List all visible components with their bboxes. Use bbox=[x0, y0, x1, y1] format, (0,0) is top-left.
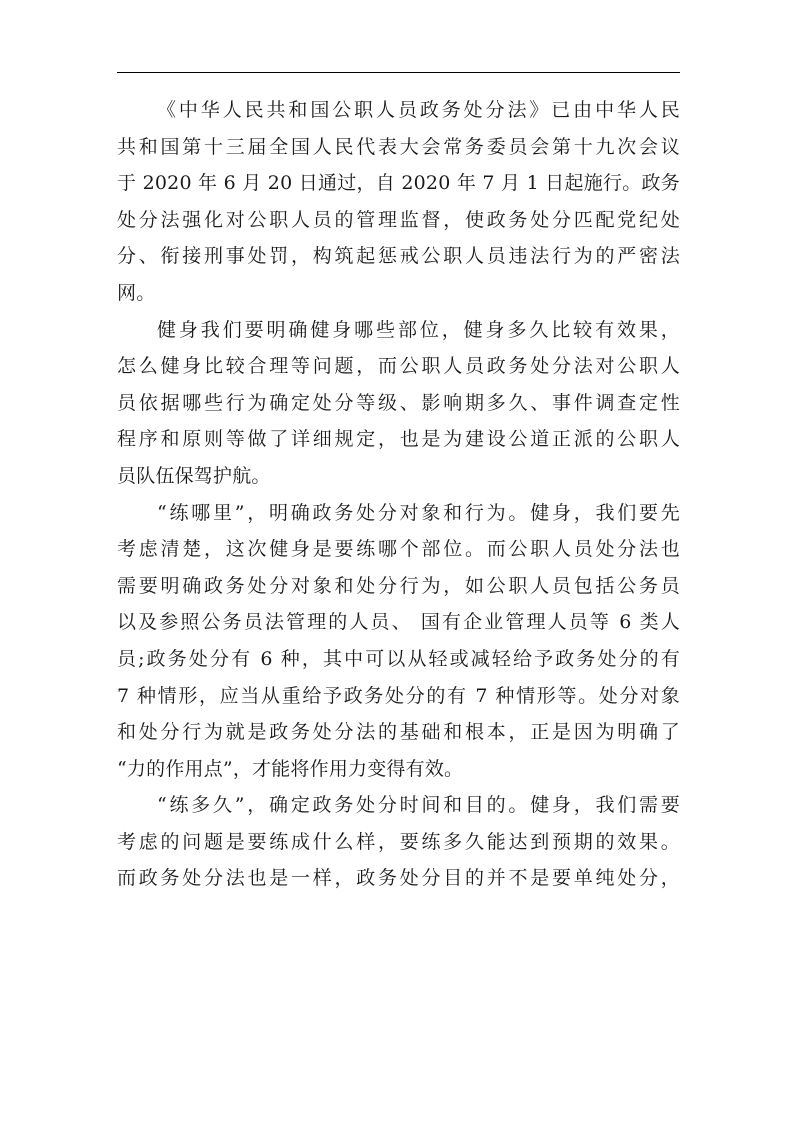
header-rule bbox=[117, 72, 680, 73]
text-line: “练多久”，确定政务处分时间和目的。健身，我们需要 bbox=[157, 794, 680, 817]
text-line: “练哪里”，明确政务处分对象和行为。健身，我们要先 bbox=[157, 501, 680, 524]
text-line: 7 种情形，应当从重给予政务处分的有 7 种情形等。处分对象 bbox=[117, 684, 680, 707]
text-line: 而政务处分法也是一样，政务处分目的并不是要单纯处分， bbox=[117, 867, 680, 890]
text-line: 需要明确政务处分对象和处分行为，如公职人员包括公务员 bbox=[117, 574, 680, 597]
text-line: 员队伍保驾护航。 bbox=[117, 464, 271, 487]
body-text bbox=[117, 92, 680, 897]
text-line: 健身我们要明确健身哪些部位，健身多久比较有效果， bbox=[157, 318, 680, 341]
text-line: 网。 bbox=[117, 281, 156, 304]
text-line: 以及参照公务员法管理的人员、 国有企业管理人员等 6 类人 bbox=[117, 611, 680, 634]
text-line: 共和国第十三届全国人民代表大会常务委员会第十九次会议 bbox=[117, 135, 680, 158]
text-line: 员;政务处分有 6 种，其中可以从轻或减轻给予政务处分的有 bbox=[117, 647, 680, 670]
text-line: “力的作用点”，才能将作用力变得有效。 bbox=[117, 757, 464, 780]
text-line: 考虑清楚，这次健身是要练哪个部位。而公职人员处分法也 bbox=[117, 538, 680, 561]
text-line: 处分法强化对公职人员的管理监督，使政务处分匹配党纪处 bbox=[117, 208, 680, 231]
text-line: 于 2020 年 6 月 20 日通过，自 2020 年 7 月 1 日起施行。政务 bbox=[117, 172, 680, 195]
text-line: 员依据哪些行为确定处分等级、影响期多久、事件调查定性 bbox=[117, 391, 680, 414]
text-line: 和处分行为就是政务处分法的基础和根本，正是因为明确了 bbox=[117, 721, 680, 744]
text-line: 分、衔接刑事处罚，构筑起惩戒公职人员违法行为的严密法 bbox=[117, 245, 680, 268]
text-line: 《中华人民共和国公职人员政务处分法》已由中华人民 bbox=[157, 99, 680, 121]
text-line: 怎么健身比较合理等问题，而公职人员政务处分法对公职人 bbox=[117, 355, 680, 378]
text-line: 程序和原则等做了详细规定，也是为建设公道正派的公职人 bbox=[117, 428, 680, 451]
text-line: 考虑的问题是要练成什么样，要练多久能达到预期的效果。 bbox=[117, 830, 680, 853]
